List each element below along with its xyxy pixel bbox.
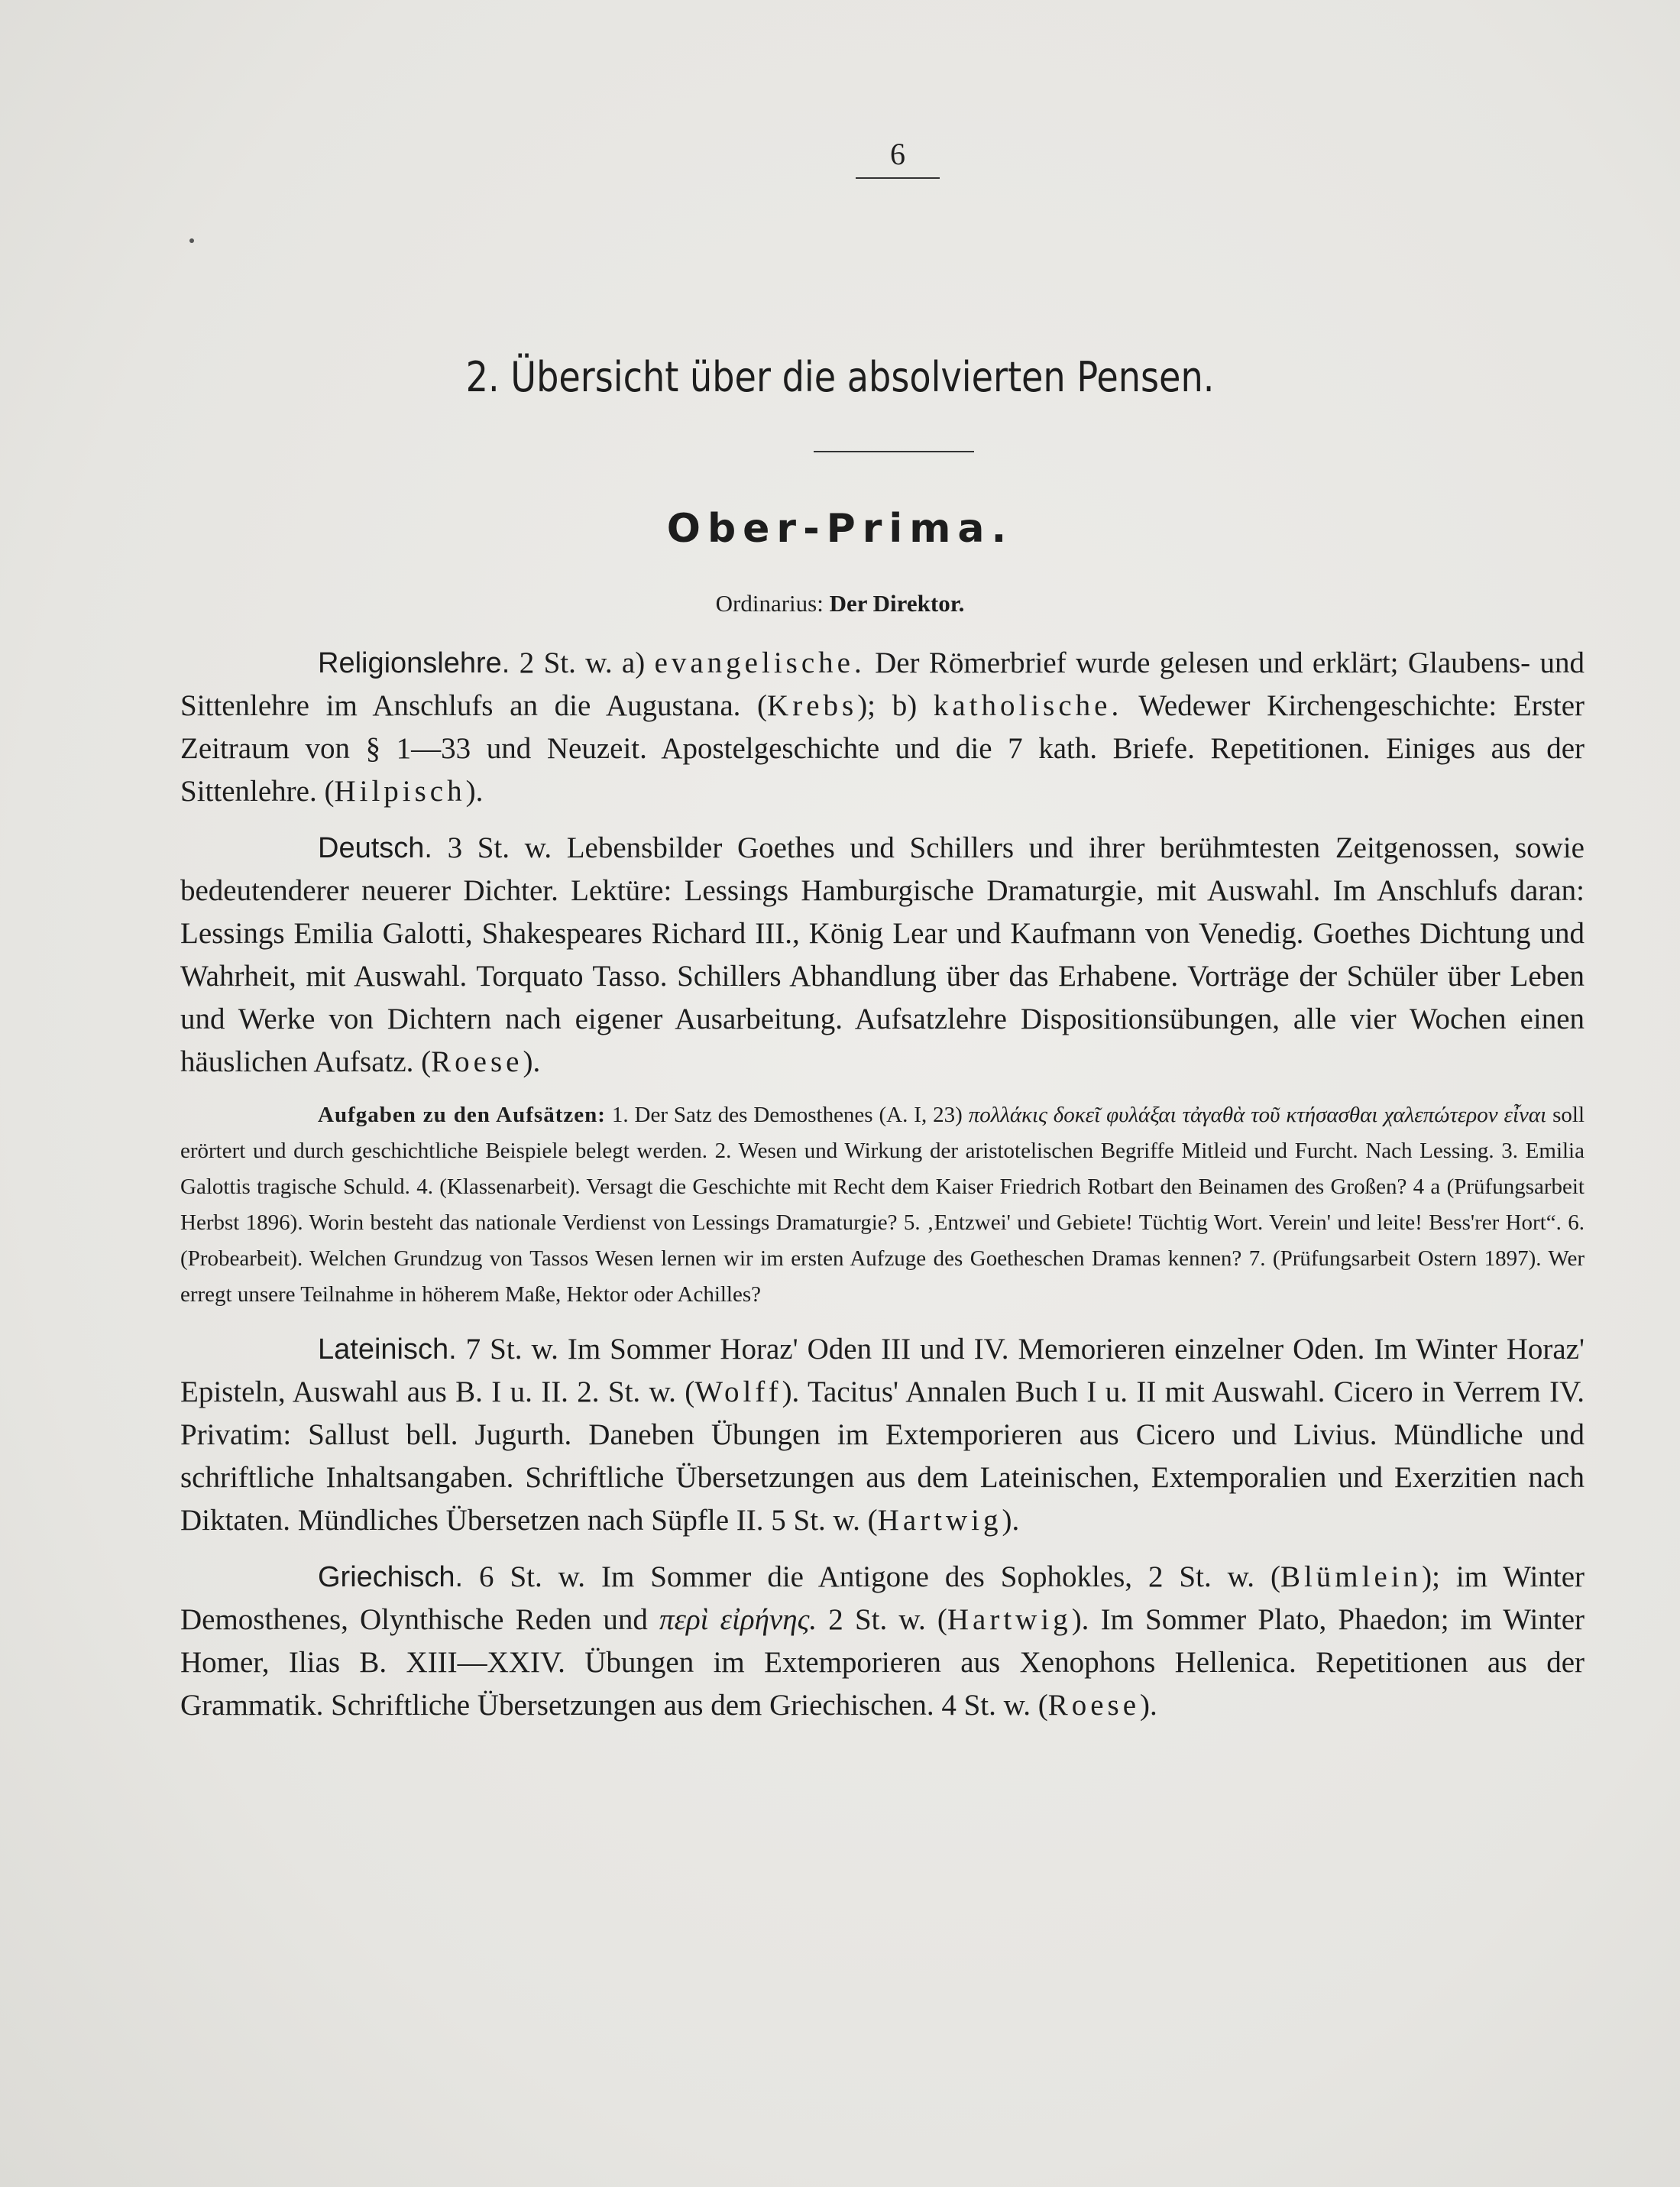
teacher-name: Roese (1047, 1689, 1141, 1722)
ink-speck (189, 238, 194, 243)
section-title: 2. Übersicht über die absolvierten Pensen. (465, 353, 1215, 401)
greek-quote: περὶ εἰρήνης. (659, 1603, 817, 1636)
paragraph-latein: Lateinisch. 7 St. w. Im Sommer Horaz' Oden III und IV. Memorieren einzelner Oden. Im Winter Horaz' Episteln, Auswahl aus B. I u. II. 2. St. w. (Wolff). Tacitus' Annalen Buch I u. II mit Auswahl. Cicero in Verrem IV. Privatim: Sallust bell. Jugurth. Daneben Übungen im Extemporieren aus Cicero und Livius. Mündliche und schriftliche Inhaltsangaben. Schriftliche Übersetzungen aus dem Lateinischen, Extemporalien und Exerzitien nach Diktaten. Mündliches Übersetzen nach Süpfle II. 5 St. w. (Hartwig). (180, 1333, 1585, 1537)
pensum-content (180, 642, 1585, 1741)
subject-heading: Religionslehre. (318, 647, 510, 679)
page-number: 6 (890, 137, 905, 171)
paragraph-griechisch: Griechisch. 6 St. w. Im Sommer die Antigone des Sophokles, 2 St. w. (Blümlein); im Winter Demosthenes, Olynthische Reden und περὶ εἰρήνης. 2 St. w. (Hartwig). Im Sommer Plato, Phaedon; im Winter Homer, Ilias B. XIII—XXIV. Übungen im Extemporieren aus Xenophons Hellenica. Repetitionen aus der Grammatik. Schriftliche Übersetzungen aus dem Griechischen. 4 St. w. (Roese). (180, 1560, 1585, 1722)
teacher-name: Roese (431, 1045, 523, 1078)
paragraph-aufgaben: Aufgaben zu den Aufsätzen: 1. Der Satz des Demosthenes (A. I, 23) πολλάκις δοκεῖ φυλάξαι τἀγαθὰ τοῦ κτήσασθαι χαλεπώτερον εἶναι soll erörtert und durch geschichtliche Beispiele belegt werden. 2. Wesen und Wirkung der aristotelischen Begriffe Mitleid und Furcht. Nach Lessing. 3. Emilia Galottis tragische Schuld. 4. (Klassenarbeit). Versagt die Geschichte mit Recht dem Kaiser Friedrich Rotbart den Beinamen des Großen? 4 a (Prüfungsarbeit Herbst 1896). Worin besteht das nationale Verdienst von Lessings Dramaturgie? 5. ‚Entzwei' und Gebiete! Tüchtig Wort. Verein' und leite! Bess'rer Hort“. 6. (Probearbeit). Welchen Grundzug von Tassos Wesen lernen wir im ersten Aufzuge des Goetheschen Dramas kennen? 7. (Prüfungsarbeit Ostern 1897). Wer erregt unsere Teilnahme in höherem Maße, Hektor oder Achilles? (180, 1103, 1585, 1307)
subject-heading: Lateinisch. (318, 1333, 457, 1366)
title-divider (814, 451, 974, 452)
subject-heading: Deutsch. (318, 832, 432, 864)
subject-heading: Griechisch. (318, 1561, 464, 1593)
subject-heading: Aufgaben zu den Aufsätzen: (318, 1103, 606, 1127)
ordinarius-label: Ordinarius: (715, 590, 824, 617)
teacher-name: Krebs (767, 689, 858, 722)
paragraph-religion: Religionslehre. 2 St. w. a) evangelische. Der Römerbrief wurde gelesen und erklärt; Glaubens- und Sittenlehre im Anschlufs an die Augustana. (Krebs); b) katholische. Wedewer Kirchengeschichte: Erster Zeitraum von § 1—33 und Neuzeit. Apostelgeschichte und die 7 kath. Briefe. Repetitionen. Einiges aus der Sittenlehre. (Hilpisch). (180, 646, 1585, 808)
teacher-name: Hilpisch (334, 775, 466, 808)
paragraph-deutsch: Deutsch. 3 St. w. Lebensbilder Goethes und Schillers und ihrer berühmtesten Zeitgenossen, sowie bedeutenderer neuerer Dichter. Lektüre: Lessings Hamburgische Dramaturgie, mit Auswahl. Im Anschlufs daran: Lessings Emilia Galotti, Shakespeares Richard III., König Lear und Kaufmann von Venedig. Goethes Dichtung und Wahrheit, mit Auswahl. Torquato Tasso. Schillers Abhandlung über das Erhabene. Vorträge der Schüler über Leben und Werke von Dichtern nach eigener Ausarbeitung. Aufsatzlehre Dispositionsübungen, alle vier Wochen einen häuslichen Aufsatz. (Roese). (180, 831, 1585, 1078)
ordinarius-name: Der Direktor. (829, 590, 965, 617)
teacher-name: Hartwig (947, 1603, 1072, 1636)
page-number-rule (856, 177, 940, 179)
teacher-name: Blümlein (1280, 1560, 1423, 1593)
greek-quote: πολλάκις δοκεῖ φυλάξαι τἀγαθὰ τοῦ κτήσασθαι χαλεπώτερον εἶναι (968, 1103, 1547, 1127)
teacher-name: Wolff (694, 1375, 782, 1408)
ordinarius-line (0, 590, 1680, 617)
class-title: Ober-Prima. (666, 506, 1014, 552)
teacher-name: Hartwig (877, 1504, 1002, 1537)
